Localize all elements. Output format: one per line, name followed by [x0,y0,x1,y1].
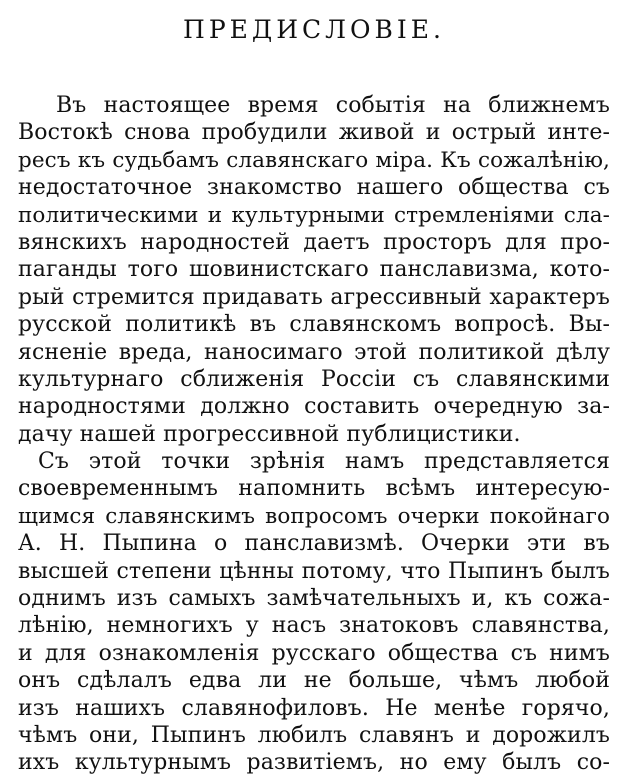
text-line: чѣмъ они, Пыпинъ любилъ славянъ и дорожилъ [18,722,610,748]
text-line: ресъ къ судьбамъ славянскаго міра. Къ сожалѣнію, [18,147,610,173]
text-line: изъ нашихъ славянофиловъ. Не менѣе горячо, [18,695,610,721]
text-line: вянскихъ народностей даетъ просторъ для про- [18,229,610,255]
text-line: Востокѣ снова пробудили живой и острый инте- [18,120,610,146]
text-line: ясненіе вреда, наносимаго этой политикой дѣлу [18,339,610,365]
text-line: своевременнымъ напомнить всѣмъ интересую- [18,476,610,502]
text-line: Съ этой точки зрѣнія намъ представляется [38,449,610,475]
text-line: однимъ изъ самыхъ замѣчательныхъ и, къ сожа- [18,586,610,612]
text-line: и для ознакомленія русскаго общества съ нимъ [18,640,610,666]
text-line: русской политикѣ въ славянскомъ вопросѣ. Вы- [18,312,610,338]
page-title: ПРЕДИСЛОВІЕ. [183,15,445,44]
text-line: щимся славянскимъ вопросомъ очерки покойнаго [18,503,610,529]
text-line: народностями должно составить очередную за- [18,394,610,420]
text-line: ихъ культурнымъ развитіемъ, но ему былъ со- [18,750,610,776]
text-line: дачу нашей прогрессивной публицистики. [18,421,521,447]
text-line: паганды того шовинистскаго панславизма, кото- [18,257,610,283]
text-line: недостаточное знакомство нашего общества съ [18,175,610,201]
text-line: рый стремится придавать агрессивный характеръ [18,284,610,310]
text-line: А. Н. Пыпина о панславизмѣ. Очерки эти въ [18,531,610,557]
text-line: высшей степени цѣнны потому, что Пыпинъ былъ [18,558,610,584]
text-line: культурнаго сближенія Россіи съ славянскими [18,366,610,392]
preface-text [18,92,610,777]
text-line: онъ сдѣлалъ едва ли не больше, чѣмъ любой [18,668,610,694]
text-line: политическими и культурными стремленіями сла- [18,202,610,228]
text-line: Въ настоящее время событія на ближнемъ [56,93,610,118]
text-line: лѣнію, немногихъ у насъ знатоковъ славянства, [18,613,610,639]
